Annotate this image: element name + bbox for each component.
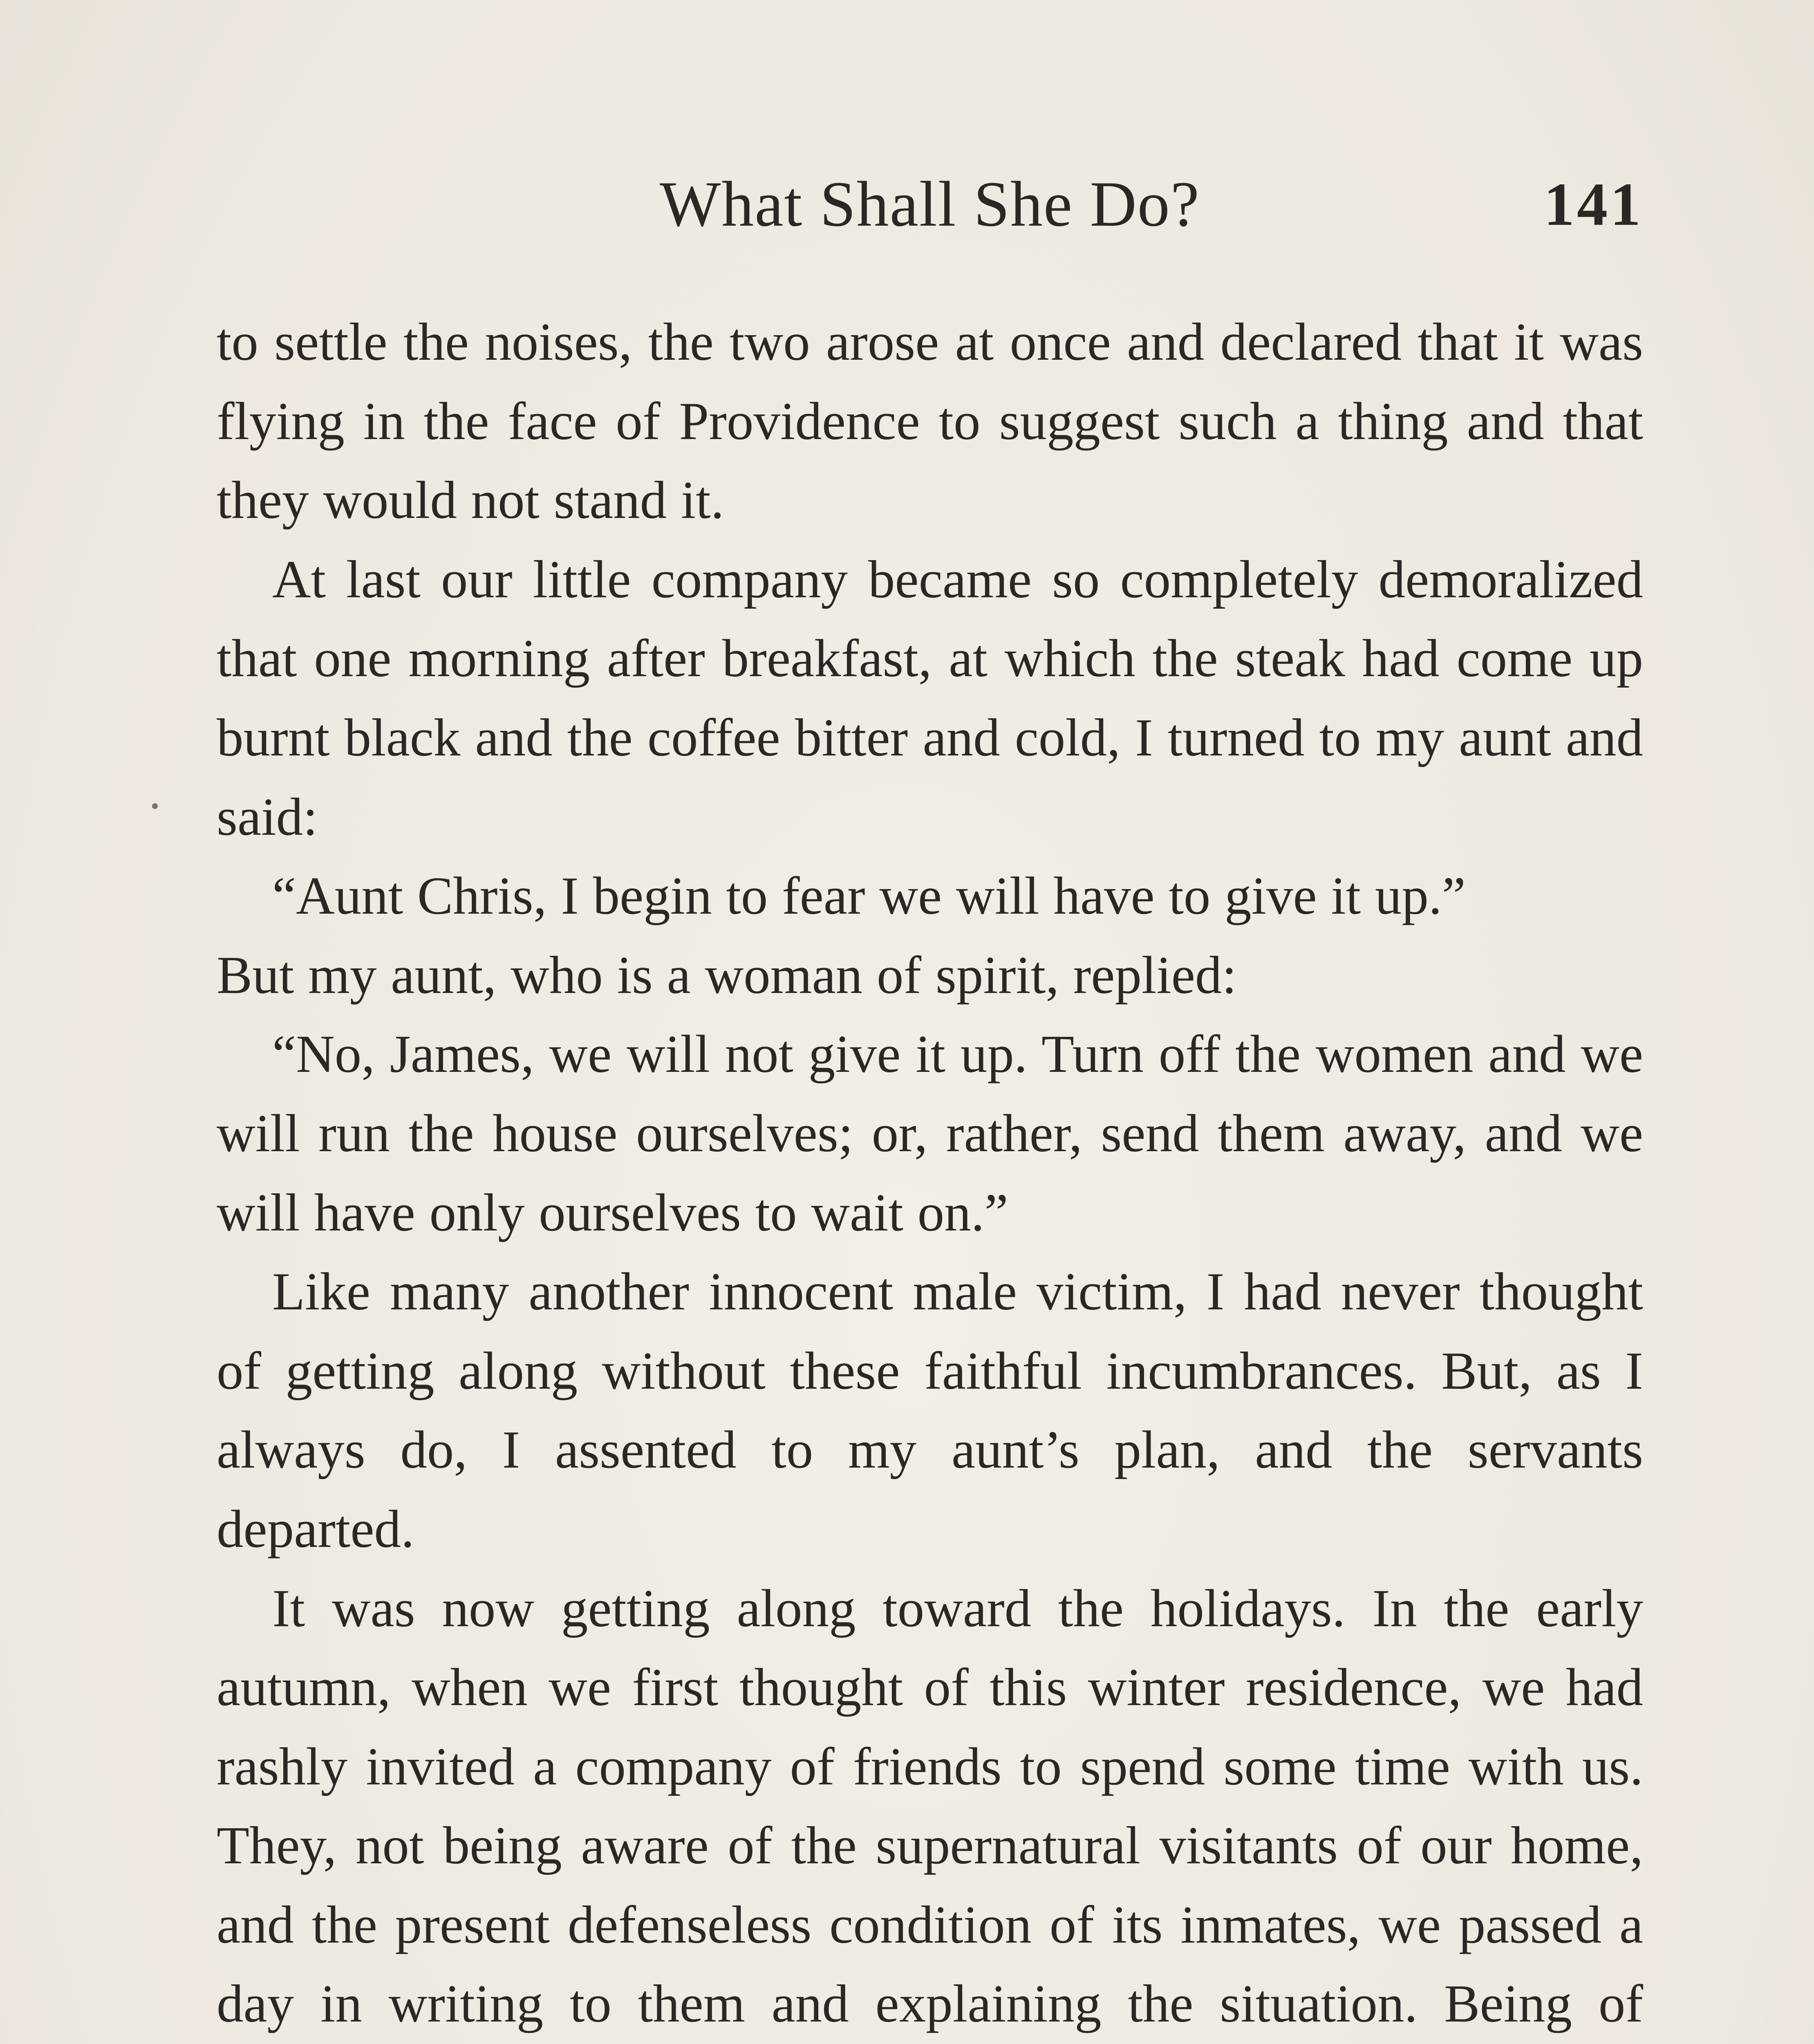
paragraph-2: At last our little company became so completely demoralized that one morning after breakfast, at which the steak had come up burnt black and the coffee bitter and cold, I turned to my aunt and said:	[217, 549, 1643, 847]
paper-speck	[152, 803, 158, 809]
running-head	[217, 164, 1643, 245]
paragraph-5: “No, James, we will not give it up. Turn off the women and we will run the house ourselves; or, rather, send them away, and we will have only ourselves to wait on.”	[217, 1024, 1643, 1242]
page-number: 141	[1544, 170, 1643, 238]
paragraph-6: Like many another innocent male victim, I had never thought of getting along without these faithful incumbrances. But, as I always do, I assented to my aunt’s plan, and the servants departed.	[217, 1262, 1643, 1559]
paragraph-4: But my aunt, who is a woman of spirit, replied:	[217, 945, 1237, 1005]
paragraph-7: It was now getting along toward the holidays. In the early autumn, when we first thought of this winter residence, we had rashly invited a company of friends to spend some time with us. They, not being aware of the supernatural visitants of our home, and the present defenseless condition of its inmates, we passed a day in writing to them and explaining the situation. Being of	[217, 1578, 1643, 2034]
body-text	[217, 303, 1643, 2044]
running-title: What Shall She Do?	[660, 168, 1200, 240]
paragraph-1: to settle the noises, the two arose at once and declared that it was flying in the face of Providence to suggest such a thing and that they would not stand it.	[217, 312, 1643, 530]
paragraph-3: “Aunt Chris, I begin to fear we will have to give it up.”	[272, 866, 1466, 926]
